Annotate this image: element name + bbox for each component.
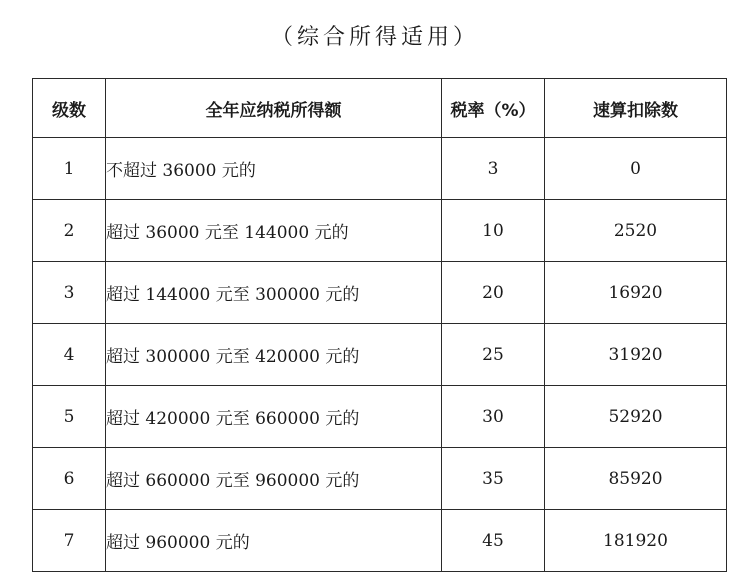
header-tax-rate: 税率（%） [442, 79, 545, 138]
table-row [33, 138, 727, 200]
cell-income-range: 超过 960000 元的 [106, 510, 442, 572]
cell-quick-deduction: 85920 [545, 448, 727, 510]
table-row [33, 262, 727, 324]
table-header [33, 79, 727, 138]
cell-level: 3 [33, 262, 106, 324]
cell-quick-deduction: 2520 [545, 200, 727, 262]
cell-level: 6 [33, 448, 106, 510]
cell-tax-rate: 35 [442, 448, 545, 510]
header-level: 级数 [33, 79, 106, 138]
table-row [33, 448, 727, 510]
table-row [33, 510, 727, 572]
header-row [33, 79, 727, 138]
cell-tax-rate: 25 [442, 324, 545, 386]
cell-tax-rate: 45 [442, 510, 545, 572]
cell-income-range: 超过 420000 元至 660000 元的 [106, 386, 442, 448]
cell-level: 4 [33, 324, 106, 386]
table-row [33, 324, 727, 386]
cell-income-range: 不超过 36000 元的 [106, 138, 442, 200]
cell-tax-rate: 10 [442, 200, 545, 262]
table-row [33, 200, 727, 262]
cell-quick-deduction: 31920 [545, 324, 727, 386]
cell-income-range: 超过 144000 元至 300000 元的 [106, 262, 442, 324]
cell-income-range: 超过 300000 元至 420000 元的 [106, 324, 442, 386]
cell-level: 2 [33, 200, 106, 262]
cell-quick-deduction: 181920 [545, 510, 727, 572]
table-title: （综合所得适用） [270, 25, 479, 50]
cell-tax-rate: 20 [442, 262, 545, 324]
cell-quick-deduction: 52920 [545, 386, 727, 448]
cell-level: 5 [33, 386, 106, 448]
cell-income-range: 超过 660000 元至 960000 元的 [106, 448, 442, 510]
cell-income-range: 超过 36000 元至 144000 元的 [106, 200, 442, 262]
header-income-range: 全年应纳税所得额 [106, 79, 442, 138]
table-row [33, 386, 727, 448]
cell-tax-rate: 3 [442, 138, 545, 200]
header-quick-deduction: 速算扣除数 [545, 79, 727, 138]
table-body [33, 138, 727, 572]
cell-tax-rate: 30 [442, 386, 545, 448]
cell-quick-deduction: 16920 [545, 262, 727, 324]
cell-level: 1 [33, 138, 106, 200]
tax-rate-table [32, 78, 727, 572]
cell-level: 7 [33, 510, 106, 572]
cell-quick-deduction: 0 [545, 138, 727, 200]
